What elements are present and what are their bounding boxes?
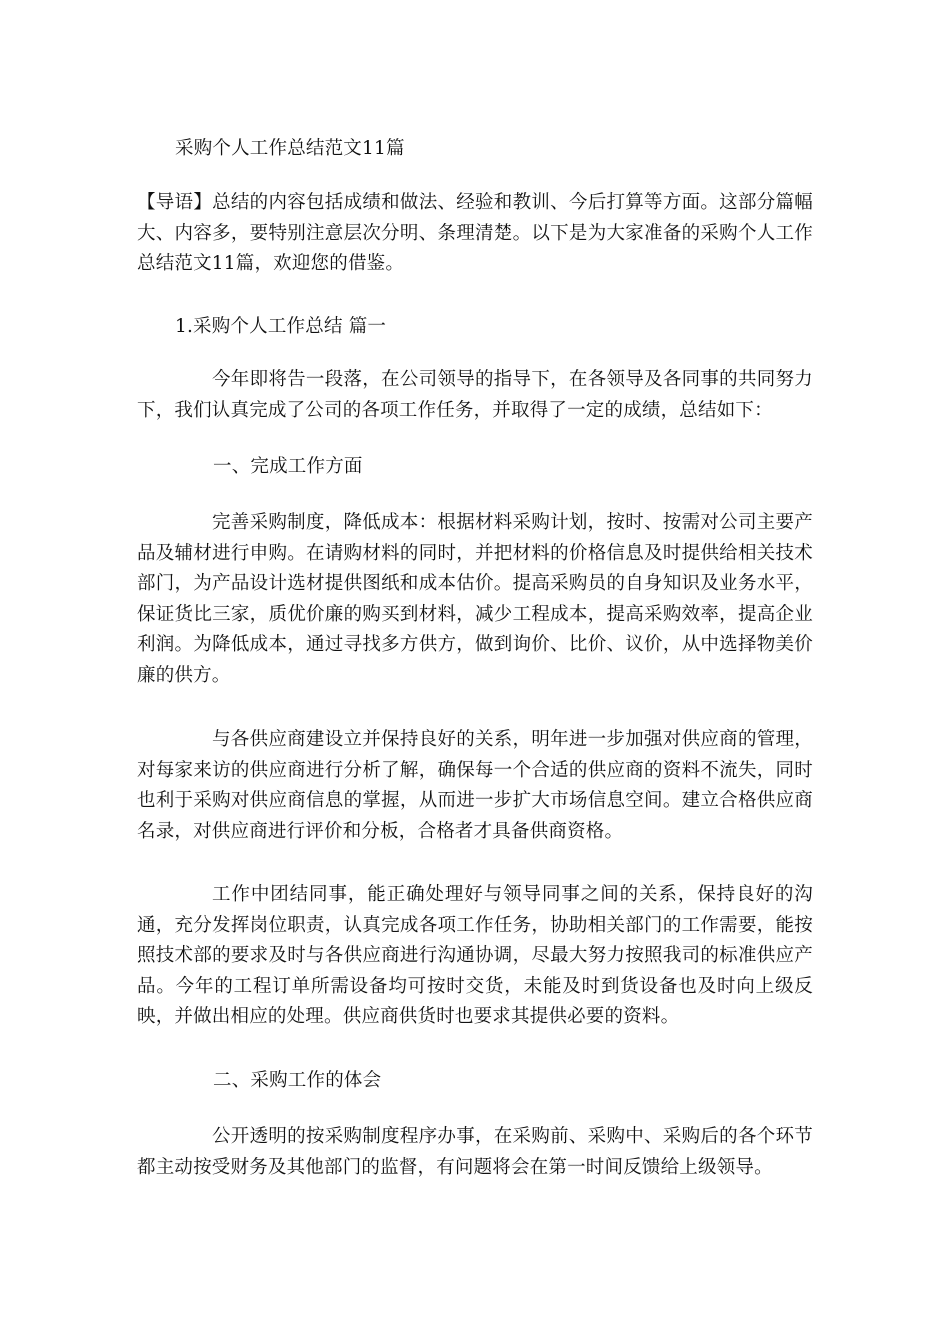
paragraph-4: 工作中团结同事，能正确处理好与领导同事之间的关系，保持良好的沟通，充分发挥岗位职责，认真完成各项工作任务，协助相关部门的工作需要，能按照技术部的要求及时与各供应商进行沟通协调，尽最大努力按照我司的标准供应产品。今年的工程订单所需设备均可按时交货，未能及时到货设备也及时向上级反映，并做出相应的处理。供应商供货时也要求其提供必要的资料。	[137, 884, 813, 1027]
subheading-1: 一、完成工作方面	[213, 456, 363, 477]
section-heading-1: 1.采购个人工作总结 篇一	[175, 316, 387, 337]
subheading-2: 二、采购工作的体会	[213, 1070, 382, 1091]
intro-paragraph: 【导语】总结的内容包括成绩和做法、经验和教训、今后打算等方面。这部分篇幅大、内容多，要特别注意层次分明、条理清楚。以下是为大家准备的采购个人工作总结范文11篇，欢迎您的借鉴。	[137, 192, 813, 274]
document-title: 采购个人工作总结范文11篇	[175, 138, 405, 159]
paragraph-3: 与各供应商建设立并保持良好的关系，明年进一步加强对供应商的管理，对每家来访的供应商进行分析了解，确保每一个合适的供应商的资料不流失，同时也利于采购对供应商信息的掌握，从而进一步扩大市场信息空间。建立合格供应商名录，对供应商进行评价和分板，合格者才具备供商资格。	[137, 729, 813, 842]
paragraph-5: 公开透明的按采购制度程序办事，在采购前、采购中、采购后的各个环节都主动按受财务及其他部门的监督，有问题将会在第一时间反馈给上级领导。	[137, 1126, 813, 1178]
paragraph-1: 今年即将告一段落，在公司领导的指导下，在各领导及各同事的共同努力下，我们认真完成了公司的各项工作任务，并取得了一定的成绩，总结如下：	[137, 369, 813, 421]
paragraph-2: 完善采购制度，降低成本：根据材料采购计划，按时、按需对公司主要产品及辅材进行申购。在请购材料的同时，并把材料的价格信息及时提供给相关技术部门，为产品设计选材提供图纸和成本估价。提高采购员的自身知识及业务水平，保证货比三家，质优价廉的购买到材料，减少工程成本，提高采购效率，提高企业利润。为降低成本，通过寻找多方供方，做到询价、比价、议价，从中选择物美价廉的供方。	[137, 512, 813, 686]
